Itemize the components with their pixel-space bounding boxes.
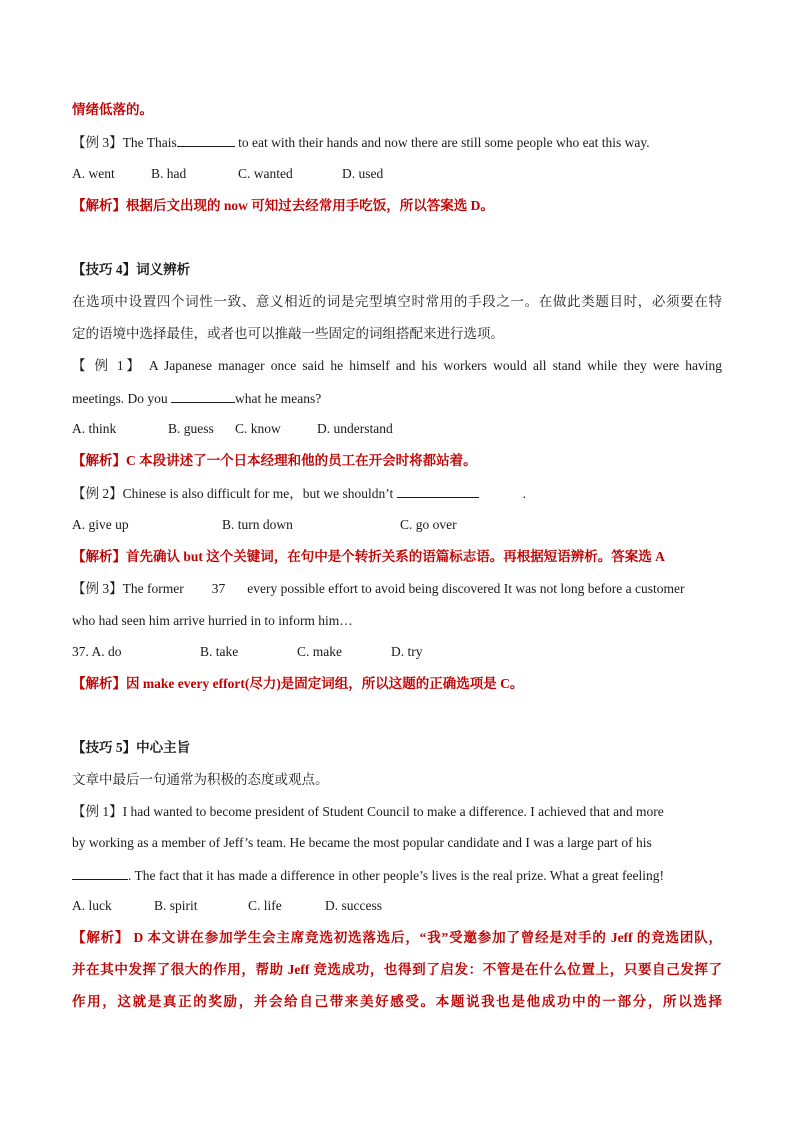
tip-4-example-1: 【 例 1】 A Japanese manager once said he himself and his workers would all stand while they were having — [72, 358, 722, 373]
example-3-options: A. went B. had C. wanted D. used — [72, 166, 384, 181]
tip-5-example-1: 【例 1】I had wanted to become president of Student Council to make a difference. I achieved that and more — [72, 804, 664, 819]
tip-5-example-1-options: A. luck B. spirit C. life D. success — [72, 898, 382, 913]
tip-5-heading: 【技巧 5】中心主旨 — [72, 740, 191, 755]
example-3-analysis: 【解析】根据后文出现的 now 可知过去经常用手吃饭，所以答案选 D。 — [72, 198, 494, 213]
answer-blank — [177, 133, 235, 147]
answer-blank — [72, 866, 128, 880]
tip-5-example-1-analysis-cont2: 作用，这就是真正的奖励，并会给自己带来美好感受。本题说我也是他成功中的一部分，所以选择 — [72, 994, 722, 1009]
tip-5-example-1-cont2: . The fact that it has made a difference in other people’s lives is the real prize. What a great feeling! — [72, 866, 722, 885]
tip-4-example-1-cont: meetings. Do you what he means? — [72, 391, 322, 406]
tip-4-example-3-analysis: 【解析】因 make every effort(尽力)是固定词组，所以这题的正确选项是 C。 — [72, 676, 524, 691]
answer-blank — [397, 484, 479, 498]
tip-5-example-1-cont: by working as a member of Jeff’s team. He became the most popular candidate and I was a large part of his — [72, 835, 652, 850]
tip-4-example-2-analysis: 【解析】首先确认 but 这个关键词，在句中是个转折关系的语篇标志语。再根据短语辨析。答案选 A — [72, 549, 665, 564]
tip-4-example-1-options: A. think B. guess C. know D. understand — [72, 421, 393, 436]
tip-4-description: 在选项中设置四个词性一致、意义相近的词是完型填空时常用的手段之一。在做此类题目时，必须要在特 — [72, 294, 722, 309]
tip-4-heading: 【技巧 4】词义辨析 — [72, 262, 191, 277]
tip-4-description-cont: 定的语境中选择最佳，或者也可以推敲一些固定的词组搭配来进行选项。 — [72, 326, 504, 341]
tip-4-example-2: 【例 2】Chinese is also difficult for me，but we shouldn’t . — [72, 486, 526, 501]
tip-5-example-1-analysis-cont: 并在其中发挥了很大的作用，帮助 Jeff 竞选成功，也得到了启发：不管是在什么位置上，只要自己发挥了 — [72, 962, 722, 977]
tip-4-example-3-cont: who had seen him arrive hurried in to inform him… — [72, 613, 353, 628]
answer-blank — [171, 389, 235, 403]
tip-4-example-1-analysis: 【解析】C 本段讲述了一个日本经理和他的员工在开会时将都站着。 — [72, 453, 477, 468]
example-3-question: 【例 3】The Thais to eat with their hands and now there are still some people who eat this way. — [72, 135, 650, 150]
tip-4-example-2-options: A. give up B. turn down C. go over — [72, 517, 457, 532]
tip-5-description: 文章中最后一句通常为积极的态度或观点。 — [72, 772, 329, 787]
tip-4-example-3-options: 37. A. do B. take C. make D. try — [72, 644, 423, 659]
tip-5-example-1-analysis: 【解析】 D 本文讲在参加学生会主席竞选初选落选后，“我”受邀参加了曾经是对手的 Jeff 的竞选团队， — [72, 930, 722, 945]
tip-4-example-3: 【例 3】The former 37 every possible effort to avoid being discovered It was not long before a customer — [72, 581, 685, 596]
answer-continuation: 情绪低落的。 — [72, 102, 153, 117]
